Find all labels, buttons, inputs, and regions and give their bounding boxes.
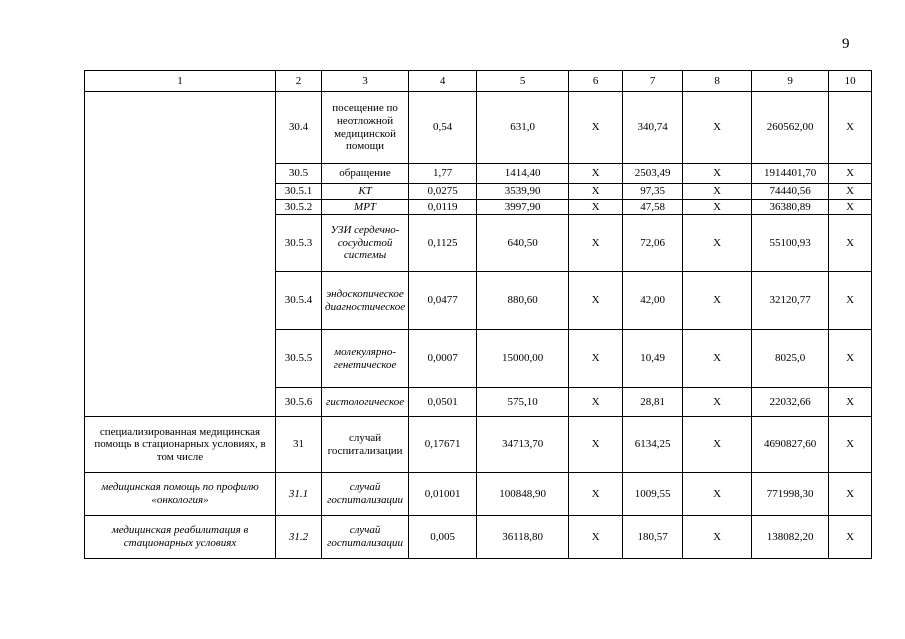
row-value: 55100,93 bbox=[752, 215, 829, 272]
row-code: 31 bbox=[276, 417, 322, 473]
row-value: 34713,70 bbox=[477, 417, 569, 473]
row-value: X bbox=[829, 473, 872, 516]
row-value: X bbox=[569, 184, 623, 200]
row-unit: обращение bbox=[322, 164, 409, 184]
row-value: X bbox=[829, 92, 872, 164]
row-code: 30.5.6 bbox=[276, 388, 322, 417]
row-value: X bbox=[569, 516, 623, 559]
row-value: 47,58 bbox=[623, 200, 683, 215]
row-value: 631,0 bbox=[477, 92, 569, 164]
row-value: X bbox=[569, 164, 623, 184]
row-unit: УЗИ сердечно-сосудистой системы bbox=[322, 215, 409, 272]
table-header-row bbox=[85, 71, 872, 92]
header-cell: 4 bbox=[409, 71, 477, 92]
row-value: X bbox=[569, 473, 623, 516]
row-value: 340,74 bbox=[623, 92, 683, 164]
row-value: 15000,00 bbox=[477, 330, 569, 388]
row-value: X bbox=[683, 417, 752, 473]
row-code: 30.5.1 bbox=[276, 184, 322, 200]
table-row bbox=[85, 92, 872, 164]
row-value: 1,77 bbox=[409, 164, 477, 184]
row-value: X bbox=[683, 388, 752, 417]
row-value: X bbox=[569, 200, 623, 215]
table-row bbox=[85, 417, 872, 473]
row-value: X bbox=[829, 388, 872, 417]
row-value: 36380,89 bbox=[752, 200, 829, 215]
row-value: 3997,90 bbox=[477, 200, 569, 215]
row-value: 1414,40 bbox=[477, 164, 569, 184]
row-value: 0,1125 bbox=[409, 215, 477, 272]
row-code: 31.2 bbox=[276, 516, 322, 559]
row-code: 30.5.3 bbox=[276, 215, 322, 272]
row-label: медицинская реабилитация в стационарных условиях bbox=[85, 516, 276, 559]
header-cell: 2 bbox=[276, 71, 322, 92]
header-cell: 10 bbox=[829, 71, 872, 92]
header-cell: 9 bbox=[752, 71, 829, 92]
row-value: X bbox=[683, 184, 752, 200]
row-value: 32120,77 bbox=[752, 272, 829, 330]
row-unit: случай госпитализации bbox=[322, 417, 409, 473]
row-value: 575,10 bbox=[477, 388, 569, 417]
row-value: 771998,30 bbox=[752, 473, 829, 516]
row-label: специализированная медицинская помощь в стационарных условиях, в том числе bbox=[85, 417, 276, 473]
row-code: 30.4 bbox=[276, 92, 322, 164]
row-value: X bbox=[569, 272, 623, 330]
tariff-table bbox=[84, 70, 872, 559]
row-value: X bbox=[829, 516, 872, 559]
page-number: 9 bbox=[842, 36, 850, 52]
row-value: 72,06 bbox=[623, 215, 683, 272]
row-value: X bbox=[829, 417, 872, 473]
table-row bbox=[85, 516, 872, 559]
row-value: 3539,90 bbox=[477, 184, 569, 200]
row-unit: эндоскопическое диагностическое bbox=[322, 272, 409, 330]
row-value: 8025,0 bbox=[752, 330, 829, 388]
row-value: X bbox=[569, 330, 623, 388]
row-value: 97,35 bbox=[623, 184, 683, 200]
row-value: X bbox=[829, 330, 872, 388]
row-value: 0,0119 bbox=[409, 200, 477, 215]
row-value: X bbox=[683, 516, 752, 559]
row-value: 2503,49 bbox=[623, 164, 683, 184]
row-value: 0,54 bbox=[409, 92, 477, 164]
row-code: 30.5.2 bbox=[276, 200, 322, 215]
row-value: X bbox=[569, 417, 623, 473]
row-value: X bbox=[683, 200, 752, 215]
row-value: 1914401,70 bbox=[752, 164, 829, 184]
row-value: X bbox=[829, 215, 872, 272]
table-row bbox=[85, 473, 872, 516]
row-unit: случай госпитализации bbox=[322, 473, 409, 516]
row-value: 0,0477 bbox=[409, 272, 477, 330]
header-cell: 7 bbox=[623, 71, 683, 92]
row-value: 10,49 bbox=[623, 330, 683, 388]
row-value: 260562,00 bbox=[752, 92, 829, 164]
row-value: X bbox=[683, 164, 752, 184]
header-cell: 3 bbox=[322, 71, 409, 92]
row-value: 0,0275 bbox=[409, 184, 477, 200]
row-value: 0,0501 bbox=[409, 388, 477, 417]
row-value: X bbox=[683, 92, 752, 164]
row-code: 31.1 bbox=[276, 473, 322, 516]
header-cell: 1 bbox=[85, 71, 276, 92]
row-value: 0,01001 bbox=[409, 473, 477, 516]
row-value: 880,60 bbox=[477, 272, 569, 330]
row-value: 100848,90 bbox=[477, 473, 569, 516]
row-value: X bbox=[829, 272, 872, 330]
row-value: X bbox=[569, 215, 623, 272]
row-value: 0,17671 bbox=[409, 417, 477, 473]
row-value: 36118,80 bbox=[477, 516, 569, 559]
row-unit: гистологическое bbox=[322, 388, 409, 417]
row-value: 6134,25 bbox=[623, 417, 683, 473]
header-cell: 5 bbox=[477, 71, 569, 92]
row-value: X bbox=[569, 92, 623, 164]
row-unit: случай госпитализации bbox=[322, 516, 409, 559]
row-value: 640,50 bbox=[477, 215, 569, 272]
row-value: 42,00 bbox=[623, 272, 683, 330]
row-unit: КТ bbox=[322, 184, 409, 200]
row-value: 0,005 bbox=[409, 516, 477, 559]
row-value: X bbox=[829, 184, 872, 200]
row-code: 30.5.4 bbox=[276, 272, 322, 330]
row-value: 74440,56 bbox=[752, 184, 829, 200]
row-value: X bbox=[569, 388, 623, 417]
row-value: X bbox=[683, 330, 752, 388]
row-value: X bbox=[829, 164, 872, 184]
row-value: X bbox=[683, 272, 752, 330]
row-value: 4690827,60 bbox=[752, 417, 829, 473]
row-code: 30.5.5 bbox=[276, 330, 322, 388]
row-label: медицинская помощь по профилю «онкология» bbox=[85, 473, 276, 516]
header-cell: 8 bbox=[683, 71, 752, 92]
header-cell: 6 bbox=[569, 71, 623, 92]
row-value: 0,0007 bbox=[409, 330, 477, 388]
row-value: 138082,20 bbox=[752, 516, 829, 559]
row-unit: молекулярно-генетическое bbox=[322, 330, 409, 388]
row-value: 180,57 bbox=[623, 516, 683, 559]
row-value: 22032,66 bbox=[752, 388, 829, 417]
row-code: 30.5 bbox=[276, 164, 322, 184]
row-value: X bbox=[683, 473, 752, 516]
row-unit: МРТ bbox=[322, 200, 409, 215]
row-unit: посещение по неотложной медицинской помощи bbox=[322, 92, 409, 164]
row-value: 1009,55 bbox=[623, 473, 683, 516]
row-label bbox=[85, 92, 276, 417]
row-value: 28,81 bbox=[623, 388, 683, 417]
row-value: X bbox=[683, 215, 752, 272]
row-value: X bbox=[829, 200, 872, 215]
